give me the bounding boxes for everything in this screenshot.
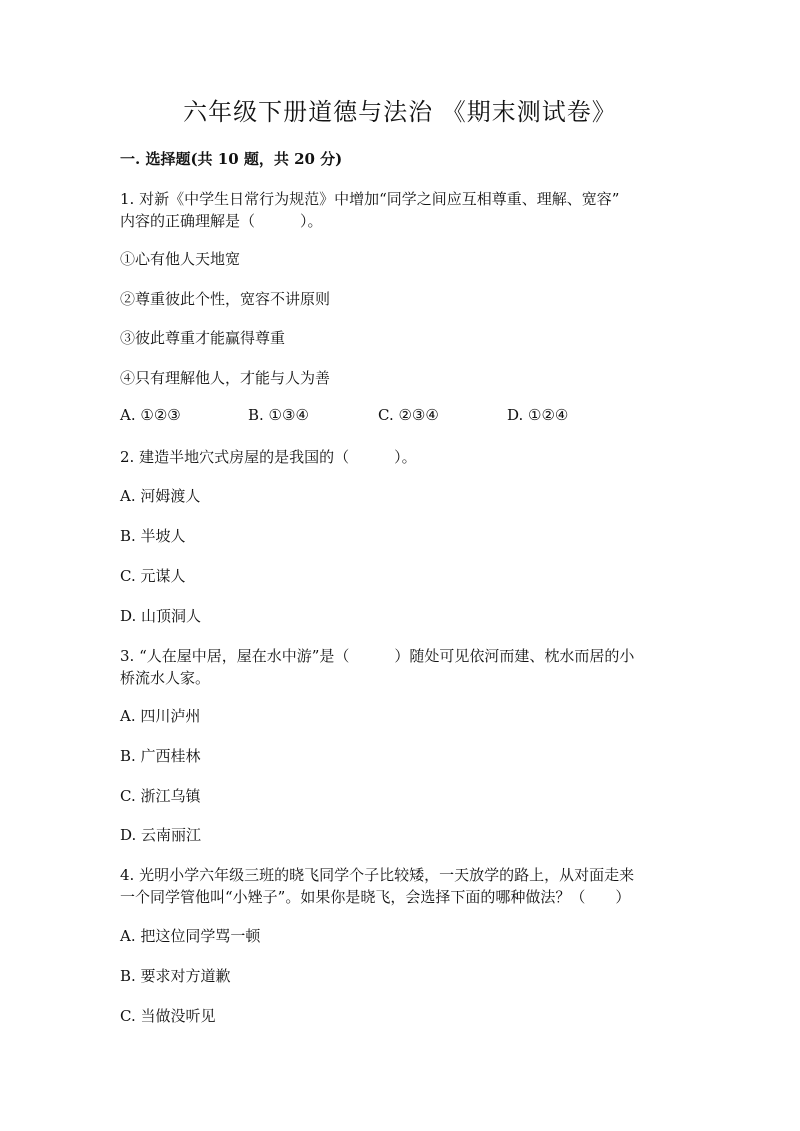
q3-text-line1: 3. “人在屋中居，屋在水中游”是（ ）随处可见依河而建、枕水而居的小 <box>120 647 635 665</box>
q2-option-a: A. 河姆渡人 <box>120 487 201 505</box>
q1-choice-a: A. ①②③ <box>120 406 181 424</box>
q1-item-2: ②尊重彼此个性，宽容不讲原则 <box>120 290 331 308</box>
page-title: 六年级下册道德与法治 《期末测试卷》 <box>183 98 617 126</box>
q2-option-c: C. 元谋人 <box>120 567 186 585</box>
q4-option-c: C. 当做没听见 <box>120 1007 216 1025</box>
q3-option-c: C. 浙江乌镇 <box>120 787 201 805</box>
q4-text-line1: 4. 光明小学六年级三班的晓飞同学个子比较矮，一天放学的路上，从对面走来 <box>120 866 635 884</box>
q1-choice-d: D. ①②④ <box>507 406 569 424</box>
q1-text-line2: 内容的正确理解是（ ）。 <box>120 212 323 230</box>
q3-option-b: B. 广西桂林 <box>120 747 201 765</box>
q2-option-b: B. 半坡人 <box>120 527 186 545</box>
q1-item-1: ①心有他人天地宽 <box>120 250 241 268</box>
q1-item-3: ③彼此尊重才能赢得尊重 <box>120 329 286 347</box>
q4-option-a: A. 把这位同学骂一顿 <box>120 927 261 945</box>
q1-text-line1: 1. 对新《中学生日常行为规范》中增加“同学之间应互相尊重、理解、宽容” <box>120 190 620 208</box>
q1-choices <box>120 406 680 428</box>
q1-choice-c: C. ②③④ <box>378 406 439 424</box>
q2-text: 2. 建造半地穴式房屋的是我国的（ ）。 <box>120 448 417 466</box>
q1-item-4: ④只有理解他人，才能与人为善 <box>120 369 331 387</box>
q4-option-b: B. 要求对方道歉 <box>120 967 231 985</box>
q3-option-d: D. 云南丽江 <box>120 826 202 844</box>
q3-option-a: A. 四川泸州 <box>120 707 201 725</box>
q2-option-d: D. 山顶洞人 <box>120 607 202 625</box>
q1-choice-b: B. ①③④ <box>248 406 309 424</box>
q3-text-line2: 桥流水人家。 <box>120 669 211 687</box>
q4-text-line2: 一个同学管他叫“小矬子”。如果你是晓飞，会选择下面的哪种做法？（ ） <box>120 888 631 906</box>
section-heading: 一. 选择题(共 10 题，共 20 分) <box>120 150 343 168</box>
